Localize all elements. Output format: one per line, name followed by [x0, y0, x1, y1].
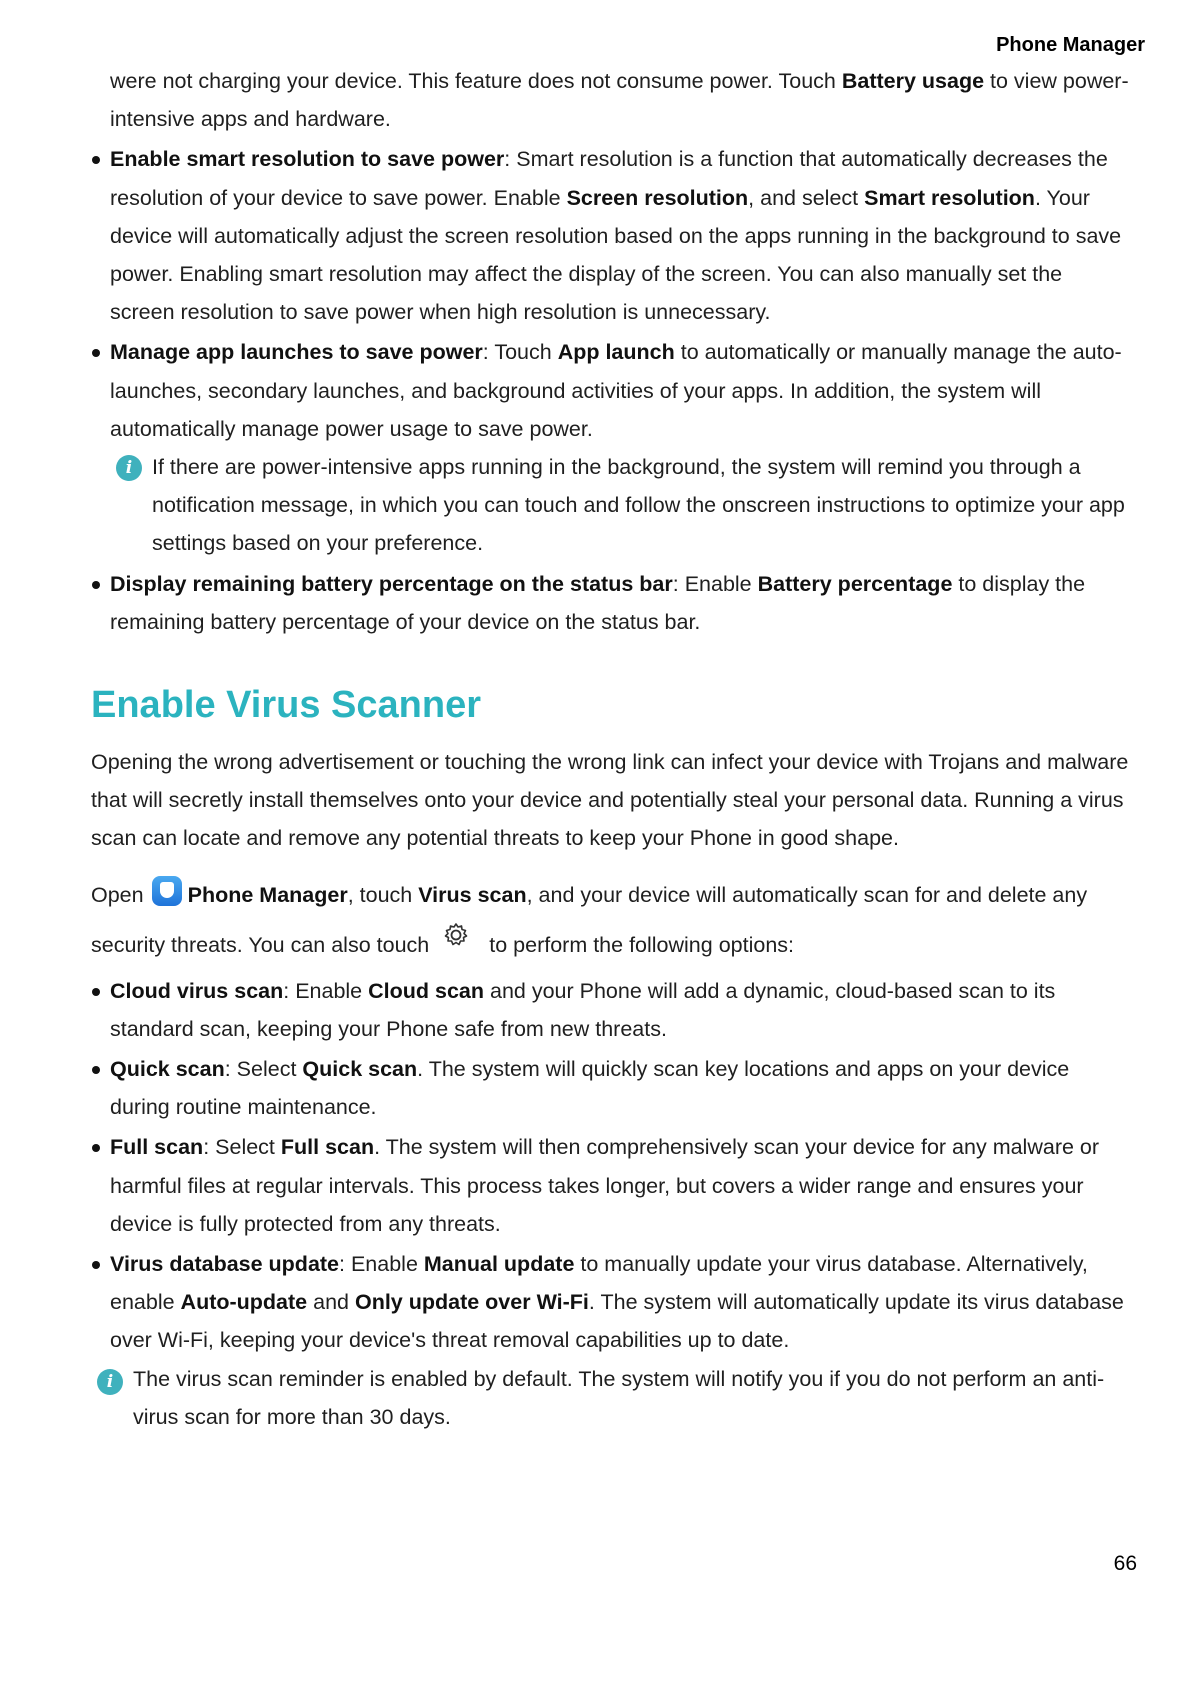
list-item-app-launch: Manage app launches to save power: Touch App launch to automatically or manually manage the auto-launches, secondary launches, and background activities of your apps. In addition, the system will automatically manage power usage to save power. — [91, 333, 1131, 448]
list-item-battery-percentage: Display remaining battery percentage on the status bar: Enable Battery percentage to display the remaining battery percentage of your device on the status bar. — [91, 565, 1131, 641]
page-number: 66 — [1113, 1552, 1137, 1575]
running-header: Phone Manager — [996, 34, 1145, 56]
note-text: If there are power-intensive apps running in the background, the system will remind you through a notification message, in which you can touch and follow the onscreen instructions to optimize your app settings based on your preference. — [152, 455, 1125, 556]
open-instructions: Open Phone Manager, touch Virus scan, and your device will automatically scan for and delete any security threats. You can also touch to perform the following options: — [91, 870, 1131, 970]
gear-icon — [441, 920, 471, 950]
info-icon: i — [97, 1369, 123, 1395]
list-item-virus-database-update: Virus database update: Enable Manual update to manually update your virus database. Alternatively, enable Auto-update and Only update over Wi-Fi. The system will automatically update its virus database over Wi-Fi, keeping your device's threat removal capabilities up to date. — [91, 1245, 1131, 1360]
list-item-quick-scan: Quick scan: Select Quick scan. The system will quickly scan key locations and apps on your device during routine maintenance. — [91, 1050, 1131, 1126]
note-text: The virus scan reminder is enabled by default. The system will notify you if you do not perform an anti-virus scan for more than 30 days. — [133, 1366, 1105, 1429]
info-note-virus-reminder — [91, 1360, 1131, 1436]
section-paragraph: Opening the wrong advertisement or touching the wrong link can infect your device with Trojans and malware that will secretly install themselves onto your device and potentially steal your personal data. Running a virus scan can locate and remove any potential threats to keep your Phone in good shape. — [91, 750, 1129, 851]
info-icon: i — [116, 455, 142, 481]
page-content — [91, 62, 1131, 1436]
section-title: Enable Virus Scanner — [91, 684, 482, 727]
list-item-cloud-virus-scan: Cloud virus scan: Enable Cloud scan and your Phone will add a dynamic, cloud-based scan to its standard scan, keeping your Phone safe from new threats. — [91, 972, 1131, 1048]
phone-manager-app-icon — [152, 876, 182, 906]
info-note-power — [91, 448, 1131, 563]
list-item-smart-resolution: Enable smart resolution to save power: Smart resolution is a function that automatically decreases the resolution of your device to save power. Enable Screen resolution, and select Smart resolution. Your device will automatically adjust the screen resolution based on the apps running in the background to save power. Enabling smart resolution may affect the display of the screen. You can also manually set the screen resolution to save power when high resolution is unnecessary. — [91, 140, 1131, 331]
list-item-full-scan: Full scan: Select Full scan. The system will then comprehensively scan your device for any malware or harmful files at regular intervals. This process takes longer, but covers a wider range and ensures your device is fully protected from any threats. — [91, 1128, 1131, 1243]
intro-paragraph: were not charging your device. This feature does not consume power. Touch Battery usage to view power-intensive apps and hardware. — [110, 69, 1129, 132]
